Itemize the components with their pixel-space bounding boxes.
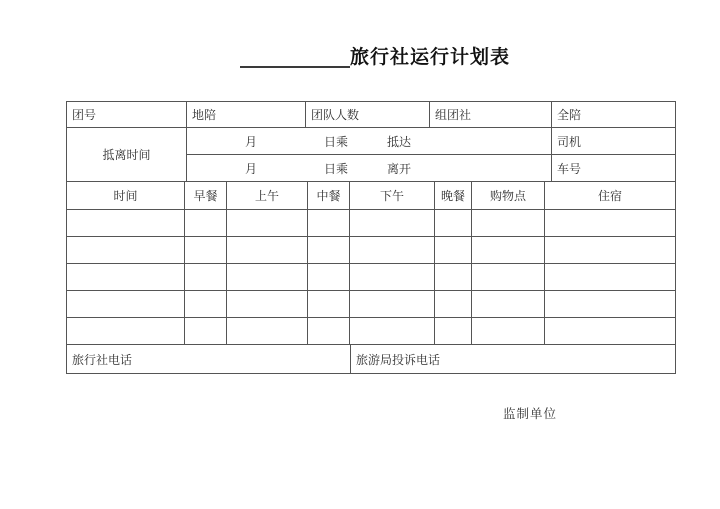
empty-cell [435, 291, 472, 318]
header-breakfast: 早餐 [185, 182, 227, 210]
phone-row [67, 345, 676, 374]
depart-month-label: 月 [245, 161, 258, 176]
empty-cell [435, 264, 472, 291]
header-lunch: 中餐 [308, 182, 350, 210]
day-grid-empty-row [67, 237, 676, 264]
empty-cell [472, 237, 545, 264]
empty-cell [227, 291, 308, 318]
empty-cell [67, 318, 185, 345]
empty-cell [308, 291, 350, 318]
empty-cell [545, 210, 676, 237]
cell-group-no: 团号 [67, 102, 187, 128]
arrival-datetime-blanks [187, 133, 551, 150]
empty-cell [185, 318, 227, 345]
title-block [240, 46, 510, 70]
cell-bureau-phone: 旅游局投诉电话 [351, 345, 676, 374]
header-lodging: 住宿 [545, 182, 676, 210]
empty-cell [308, 237, 350, 264]
cell-group-size: 团队人数 [306, 102, 430, 128]
supervisor-label: 监制单位 [503, 407, 558, 421]
header-dinner: 晚餐 [435, 182, 472, 210]
phone-section [66, 344, 676, 374]
empty-cell [472, 318, 545, 345]
empty-cell [185, 237, 227, 264]
empty-cell [545, 291, 676, 318]
empty-cell [350, 237, 435, 264]
empty-cell [435, 318, 472, 345]
header-shopping: 购物点 [472, 182, 545, 210]
day-grid-section [66, 181, 676, 345]
info-section [66, 101, 676, 182]
empty-cell [545, 264, 676, 291]
cell-organizer: 组团社 [430, 102, 552, 128]
title-blank-underline [240, 46, 350, 68]
empty-cell [472, 264, 545, 291]
day-grid-empty-row [67, 210, 676, 237]
empty-cell [472, 210, 545, 237]
depart-action-label: 离开 [387, 161, 412, 176]
cell-full-escort: 全陪 [552, 102, 676, 128]
empty-cell [67, 210, 185, 237]
day-grid-header-row [67, 182, 676, 210]
header-afternoon: 下午 [350, 182, 435, 210]
empty-cell [350, 318, 435, 345]
empty-cell [350, 264, 435, 291]
empty-cell [185, 291, 227, 318]
plan-table [66, 101, 676, 374]
day-grid-empty-row [67, 264, 676, 291]
arrival-row [67, 128, 676, 155]
cell-arrival-datetime [187, 128, 552, 155]
empty-cell [185, 210, 227, 237]
empty-cell [67, 264, 185, 291]
empty-cell [67, 291, 185, 318]
day-grid-empty-body [67, 210, 676, 345]
day-grid-empty-row [67, 291, 676, 318]
empty-cell [308, 318, 350, 345]
arrive-action-label: 抵达 [387, 134, 412, 149]
arrive-month-label: 月 [245, 134, 258, 149]
cell-driver: 司机 [552, 128, 676, 155]
empty-cell [350, 210, 435, 237]
empty-cell [545, 318, 676, 345]
empty-cell [350, 291, 435, 318]
info-row [67, 102, 676, 128]
cell-bus-no: 车号 [552, 155, 676, 182]
empty-cell [435, 210, 472, 237]
empty-cell [185, 264, 227, 291]
depart-day-by-label: 日乘 [324, 161, 349, 176]
empty-cell [67, 237, 185, 264]
header-morning: 上午 [227, 182, 308, 210]
cell-local-guide: 地陪 [187, 102, 306, 128]
empty-cell [545, 237, 676, 264]
cell-arrive-depart-label: 抵离时间 [67, 128, 187, 182]
cell-agency-phone: 旅行社电话 [67, 345, 351, 374]
departure-datetime-blanks [187, 160, 551, 177]
empty-cell [308, 264, 350, 291]
empty-cell [227, 237, 308, 264]
empty-cell [227, 264, 308, 291]
empty-cell [227, 210, 308, 237]
page-title: 旅行社运行计划表 [350, 47, 511, 68]
empty-cell [435, 237, 472, 264]
day-grid-empty-row [67, 318, 676, 345]
empty-cell [472, 291, 545, 318]
empty-cell [308, 210, 350, 237]
empty-cell [227, 318, 308, 345]
cell-departure-datetime [187, 155, 552, 182]
arrive-day-by-label: 日乘 [324, 134, 349, 149]
header-time: 时间 [67, 182, 185, 210]
